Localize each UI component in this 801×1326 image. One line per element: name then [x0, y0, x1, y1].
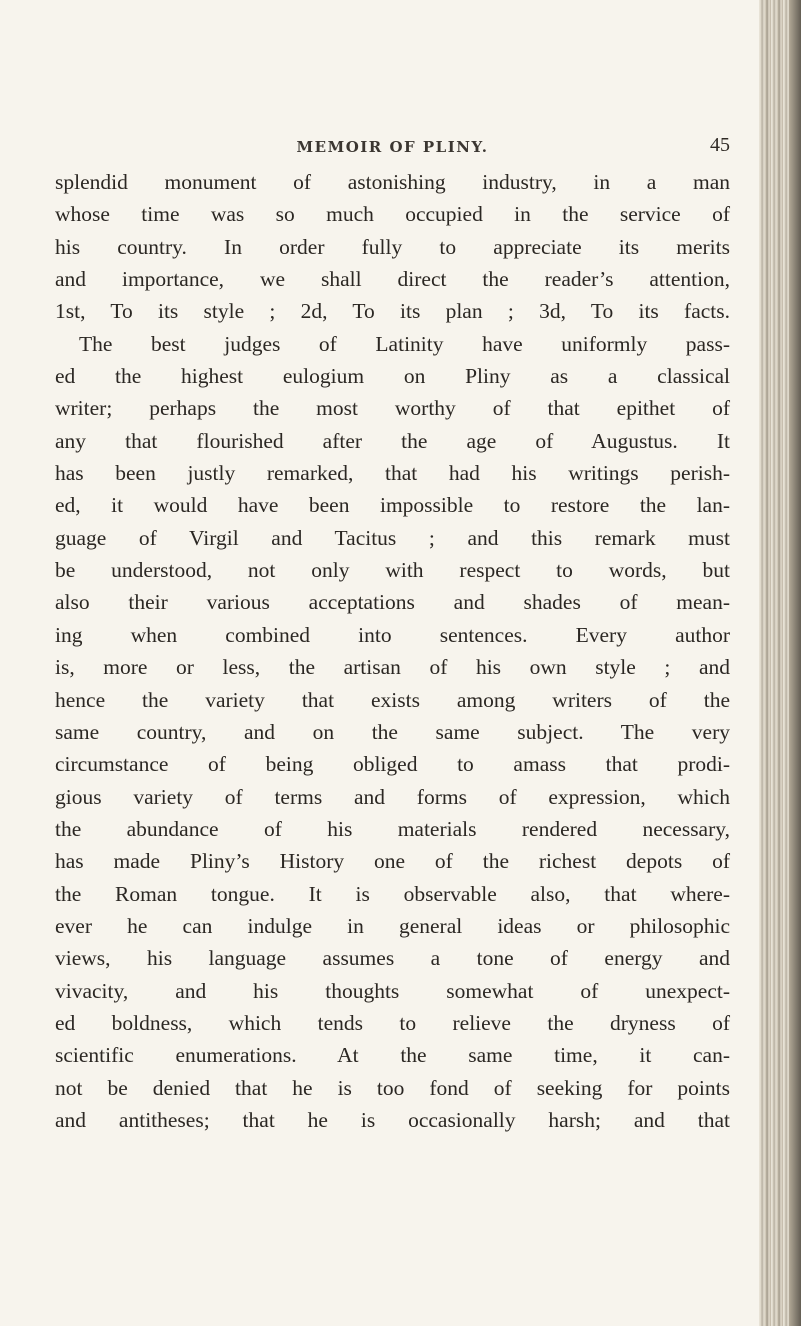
text-line: same country, and on the same subject. The very — [55, 719, 730, 744]
text-line: has been justly remarked, that had his writings perish- — [55, 461, 730, 486]
text-line: be understood, not only with respect to words, but — [55, 558, 730, 583]
text-line: ing when combined into sentences. Every author — [55, 622, 730, 647]
text-line: has made Pliny’s History one of the richest depots of — [55, 849, 730, 874]
text-line: guage of Virgil and Tacitus ; and this remark must — [55, 525, 730, 550]
page-edge-binding — [759, 0, 801, 1326]
text-line: scientific enumerations. At the same time, it can- — [55, 1043, 730, 1068]
text-line: and antitheses; that he is occasionally harsh; and that — [55, 1107, 730, 1132]
text-line: ed the highest eulogium on Pliny as a classical — [55, 364, 730, 389]
text-line: his country. In order fully to appreciate its merits — [55, 234, 730, 259]
page-number: 45 — [710, 134, 730, 156]
text-line: splendid monument of astonishing industry, in a man — [55, 170, 730, 194]
body-text — [55, 166, 730, 1136]
text-line: ed boldness, which tends to relieve the dryness of — [55, 1010, 730, 1035]
text-line: whose time was so much occupied in the service of — [55, 202, 730, 227]
text-line: circumstance of being obliged to amass that prodi- — [55, 752, 730, 777]
text-line: The best judges of Latinity have uniformly pass- — [79, 331, 730, 356]
text-line: views, his language assumes a tone of energy and — [55, 946, 730, 971]
text-line: ever he can indulge in general ideas or philosophic — [55, 913, 730, 938]
text-line: gious variety of terms and forms of expression, which — [55, 784, 730, 809]
text-line: not be denied that he is too fond of seeking for points — [55, 1075, 730, 1100]
text-line: ed, it would have been impossible to restore the lan- — [55, 493, 730, 518]
text-line: the abundance of his materials rendered necessary, — [55, 816, 730, 841]
text-line: also their various acceptations and shades of mean- — [55, 590, 730, 615]
text-line: writer; perhaps the most worthy of that epithet of — [55, 396, 730, 421]
running-title: MEMOIR OF PLINY. — [296, 138, 489, 156]
text-line: 1st, To its style ; 2d, To its plan ; 3d, To its facts. — [55, 299, 730, 324]
text-line: and importance, we shall direct the reader’s attention, — [55, 267, 730, 292]
text-line: the Roman tongue. It is observable also, that where- — [55, 881, 730, 906]
text-line: hence the variety that exists among writers of the — [55, 687, 730, 712]
text-line: is, more or less, the artisan of his own style ; and — [55, 655, 730, 680]
text-line: any that flourished after the age of Augustus. It — [55, 428, 730, 453]
text-line: vivacity, and his thoughts somewhat of unexpect- — [55, 978, 730, 1003]
page-header — [55, 134, 730, 164]
